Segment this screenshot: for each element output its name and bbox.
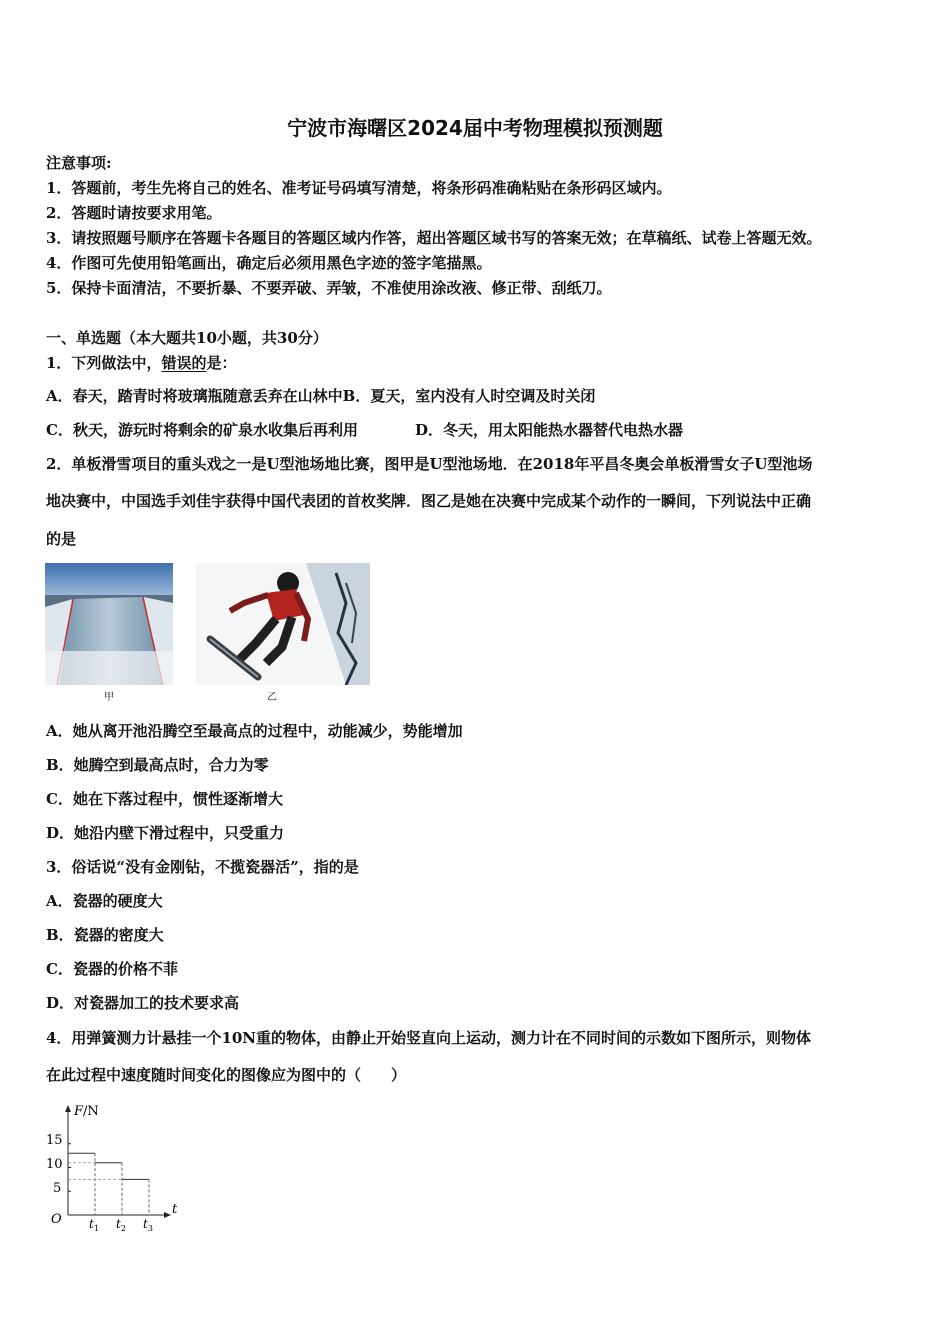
q2-stem-line1: 2．单板滑雪项目的重头戏之一是U型池场地比赛，图甲是U型池场地．在2018年平昌冬奥会单板滑雪女子U型池场 [46, 455, 813, 473]
q3-option-a: A．瓷器的硬度大 [46, 892, 163, 910]
notice-item: 1．答题前，考生先将自己的姓名、准考证号码填写清楚，将条形码准确粘贴在条形码区域内。 [46, 179, 672, 197]
y-tick-label: 10 [46, 1157, 63, 1172]
q2-option-c: C．她在下落过程中，惯性逐渐增大 [46, 790, 283, 808]
photo-caption-b: 乙 [267, 692, 277, 703]
photo-caption-a: 甲 [104, 692, 114, 703]
q1-option-d: D．冬天，用太阳能热水器替代电热水器 [415, 421, 684, 439]
q1-option-c: C．秋天，游玩时将剩余的矿泉水收集后再利用 [46, 421, 358, 439]
notice-heading: 注意事项: [46, 154, 112, 172]
y-tick-label: 5 [53, 1181, 62, 1196]
q3-option-b: B．瓷器的密度大 [46, 926, 164, 944]
y-axis-label: F/N [74, 1104, 99, 1119]
force-time-chart [40, 1100, 190, 1235]
x-tick-label: $t_1$ [89, 1217, 99, 1233]
q1-stem-emphasis: 错误的 [161, 354, 207, 372]
x-axis-label: t [172, 1202, 178, 1217]
y-axis-arrow [65, 1105, 71, 1112]
question-1-stem [46, 352, 236, 373]
section-heading: 一、单选题（本大题共10小题，共30分） [46, 329, 328, 347]
x-axis-arrow [164, 1212, 171, 1218]
notice-item: 5．保持卡面清洁，不要折暴、不要弄破、弄皱，不准使用涂改液、修正带、刮纸刀。 [46, 279, 612, 297]
q2-option-d: D．她沿内壁下滑过程中，只受重力 [46, 824, 285, 842]
q3-stem: 3．俗话说“没有金刚钻，不揽瓷器活”，指的是 [46, 858, 359, 876]
q4-stem-line1: 4．用弹簧测力计悬挂一个10N重的物体，由静止开始竖直向上运动，测力计在不同时间的示数如下图所示，则物体 [46, 1029, 812, 1047]
q2-stem-line2: 地决赛中，中国选手刘佳宇获得中国代表团的首枚奖牌．图乙是她在决赛中完成某个动作的一瞬间，下列说法中正确 [46, 492, 812, 510]
q3-option-d: D．对瓷器加工的技术要求高 [46, 994, 240, 1012]
x-tick-label: $t_2$ [116, 1217, 126, 1233]
notice-item: 3．请按照题号顺序在答题卡各题目的答题区域内作答，超出答题区域书写的答案无效；在草稿纸、试卷上答题无效。 [46, 229, 822, 247]
notice-item: 4．作图可先使用铅笔画出，确定后必须用黑色字迹的签字笔描黑。 [46, 254, 492, 272]
origin-label: O [51, 1212, 62, 1227]
q4-stem-line2: 在此过程中速度随时间变化的图像应为图中的（ ） [46, 1066, 407, 1084]
page-title: 宁波市海曙区2024届中考物理模拟预测题 [287, 116, 663, 140]
notice-item: 2．答题时请按要求用笔。 [46, 204, 222, 222]
snowboarder-photo [196, 563, 370, 685]
q2-option-a: A．她从离开池沿腾空至最高点的过程中，动能减少，势能增加 [46, 722, 463, 740]
q1-stem-post: 是： [206, 354, 237, 372]
halfpipe-photo [45, 563, 173, 685]
x-tick-label: $t_3$ [143, 1217, 153, 1233]
q1-stem-pre: 1．下列做法中， [46, 354, 162, 372]
y-tick-label: 15 [46, 1133, 63, 1148]
q1-options-ab: A．春天，踏青时将玻璃瓶随意丢弃在山林中B．夏天，室内没有人时空调及时关闭 [46, 387, 596, 405]
q3-option-c: C．瓷器的价格不菲 [46, 960, 178, 978]
q2-option-b: B．她腾空到最高点时，合力为零 [46, 756, 269, 774]
q2-stem-line3: 的是 [46, 530, 77, 548]
